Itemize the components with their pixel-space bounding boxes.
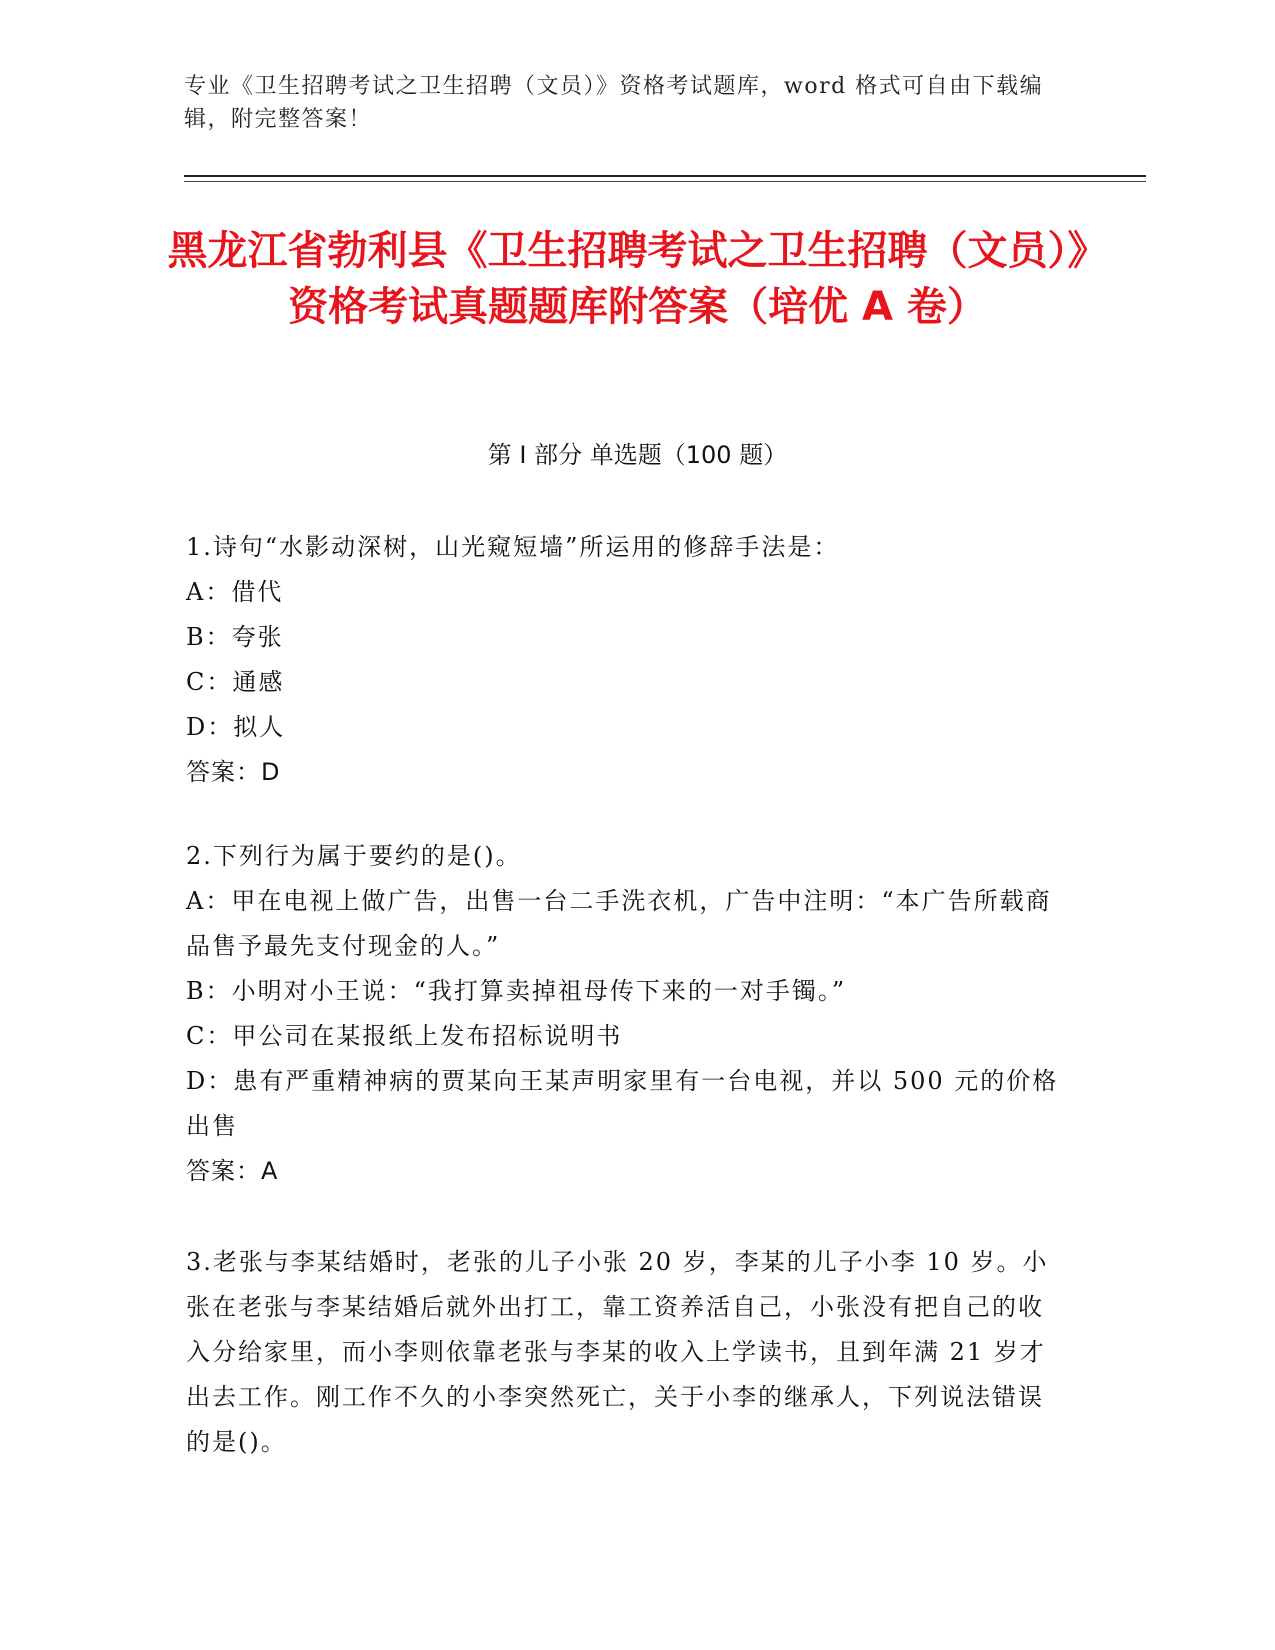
option-a: A：借代 <box>186 578 284 606</box>
question-stem: 2.下列行为属于要约的是()。 <box>186 842 522 870</box>
answer: 答案：D <box>186 758 281 786</box>
document-title: 黑龙江省勃利县《卫生招聘考试之卫生招聘（文员）》资格考试真题题库附答案（培优 A 卷） <box>167 228 1108 330</box>
answer: 答案：A <box>186 1157 279 1185</box>
option-c: C：甲公司在某报纸上发布招标说明书 <box>186 1022 623 1050</box>
question-3 <box>186 1240 1066 1465</box>
header-note: 专业《卫生招聘考试之卫生招聘（文员）》资格考试题库，word 格式可自由下载编辑，附完整答案！ <box>184 74 1044 132</box>
option-d: D：拟人 <box>186 713 286 741</box>
header-divider-thick <box>184 175 1146 177</box>
option-a: A：甲在电视上做广告，出售一台二手洗衣机，广告中注明：“本广告所载商品售予最先支付现金的人。” <box>186 887 1052 960</box>
section-heading: 第 I 部分 单选题（100 题） <box>487 441 788 469</box>
question-1 <box>186 525 1066 795</box>
option-b: B：夸张 <box>186 623 284 651</box>
header-divider-thin <box>184 181 1146 182</box>
question-stem: 1.诗句“水影动深树，山光窥短墙”所运用的修辞手法是： <box>186 533 840 561</box>
option-b: B：小明对小王说：“我打算卖掉祖母传下来的一对手镯。” <box>186 977 847 1005</box>
option-c: C：通感 <box>186 668 285 696</box>
question-stem: 3.老张与李某结婚时，老张的儿子小张 20 岁，李某的儿子小李 10 岁。小张在老张与李某结婚后就外出打工，靠工资养活自己，小张没有把自己的收入分给家里，而小李则依靠老张与李某的收入上学读书，且到年满 21 岁才出去工作。刚工作不久的小李突然死亡，关于小李的继承人，下列说法错误的是()。 <box>186 1248 1049 1456</box>
question-2 <box>186 834 1066 1194</box>
option-d: D：患有严重精神病的贾某向王某声明家里有一台电视，并以 500 元的价格出售 <box>186 1067 1059 1140</box>
